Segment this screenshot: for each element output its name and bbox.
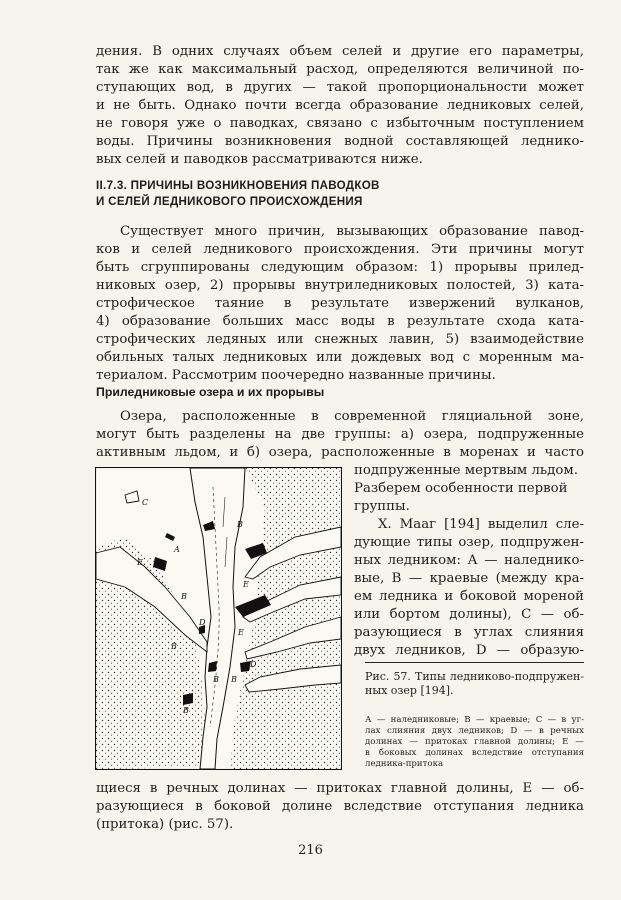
- section-heading: [96, 178, 584, 210]
- figure-label-e: E: [238, 628, 244, 637]
- text-line: активным льдом, и б) озера, расположенные в моренах и часто: [96, 445, 584, 460]
- heading-line: II.7.3. ПРИЧИНЫ ВОЗНИКНОВЕНИЯ ПАВОДКОВ: [96, 179, 380, 192]
- text-line: ем ледника и боковой мореной: [354, 589, 584, 604]
- figure-legend: [365, 715, 584, 770]
- top-paragraph: [96, 43, 584, 169]
- text-line: строфических ледяных или снежных лавин, 5) взаимодействие: [96, 332, 584, 347]
- legend-line: ледника-притока: [365, 759, 444, 769]
- text-line: Озера, расположенные в современной гляциальной зоне,: [120, 409, 584, 424]
- figure-label-a: A: [174, 545, 180, 554]
- text-line: дения. В одних случаях объем селей и другие его параметры,: [96, 44, 584, 59]
- text-line: разующиеся в углах слияния: [354, 625, 584, 640]
- figure-label-b: B: [171, 642, 177, 651]
- text-line: могут быть разделены на две группы: а) озера, подпруженные: [96, 427, 584, 442]
- text-line: Разберем особенности первой: [354, 481, 568, 496]
- figure-label-e: E: [137, 558, 143, 567]
- page-number: 216: [298, 843, 323, 858]
- text-line: или бортом долины), С — об-: [354, 607, 584, 622]
- text-line: разующиеся в боковой долине вследствие отступания ледника: [96, 799, 584, 814]
- text-line: ных ледником: А — наледнико-: [354, 553, 584, 568]
- text-line: вые, В — краевые (между кра-: [354, 571, 584, 586]
- text-line: ступающих вод, в других — такой пропорциональности может: [96, 80, 584, 95]
- bottom-paragraph: [96, 780, 584, 834]
- figure-label-b: B: [181, 592, 187, 601]
- text-line: воды. Причины возникновения водной составляющей леднико-: [96, 134, 584, 149]
- glacier-lakes-figure: [95, 467, 342, 770]
- text-line: ков и селей ледникового происхождения. Эти причины могут: [96, 242, 584, 257]
- figure-caption: [365, 670, 584, 698]
- text-line: (притока) (рис. 57).: [96, 817, 234, 832]
- caption-line: Рис. 57. Типы ледниково-подпружен-: [365, 670, 584, 683]
- text-line: так же как максимальный расход, определяются величиной по-: [96, 62, 584, 77]
- text-line: обильных талых ледниковых или дождевых вод с моренным ма-: [96, 350, 584, 365]
- figure-label-b: B: [237, 520, 243, 529]
- figure-label-b: B: [231, 675, 237, 684]
- text-line: териалом. Рассмотрим поочередно названные причины.: [96, 368, 496, 383]
- text-line: 4) образование больших масс воды в результате схода ката-: [96, 314, 584, 329]
- text-line: двух ледников, D — образую-: [354, 643, 584, 658]
- figure-label-e: E: [243, 580, 249, 589]
- text-line: Существует много причин, вызывающих образование павод-: [120, 224, 584, 239]
- caption-line: ных озер [194].: [365, 684, 454, 697]
- figure-label-b: B: [213, 675, 219, 684]
- text-line: щиеся в речных долинах — притоках главной долины, Е — об-: [96, 781, 584, 796]
- figure-label-d: D: [199, 618, 206, 627]
- side-text: [354, 462, 584, 660]
- lake-paragraph: [96, 408, 584, 462]
- text-line: Х. Мааг [194] выделил сле-: [378, 517, 584, 532]
- legend-line: долинах — притоках главной долины; Е —: [365, 737, 584, 747]
- heading-line: И СЕЛЕЙ ЛЕДНИКОВОГО ПРОИСХОЖДЕНИЯ: [96, 195, 363, 208]
- text-line: не говоря уже о паводках, связано с избыточным поступлением: [96, 116, 584, 131]
- text-line: быть сгруппированы следующим образом: 1) прорывы прилед-: [96, 260, 584, 275]
- text-line: подпруженные мертвым льдом.: [354, 463, 578, 478]
- legend-line: А — наледниковые; В — краевые; С — в уг-: [365, 715, 584, 725]
- figure-label-d: D: [250, 660, 257, 669]
- legend-line: в боковых долинах вследствие отступания: [365, 748, 584, 758]
- lake-B-low: [183, 693, 193, 705]
- text-line: и не быть. Однако почти всегда образование ледниковых селей,: [96, 98, 584, 113]
- subsection-heading: Приледниковые озера и их прорывы: [96, 385, 325, 399]
- figure-label-b: B: [183, 706, 189, 715]
- text-line: никовых озер, 2) прорывы внутриледниковых полостей, 3) ката-: [96, 278, 584, 293]
- text-line: группы.: [354, 499, 410, 514]
- text-line: вых селей и паводков рассматриваются ниже.: [96, 152, 423, 167]
- caption-rule: [365, 662, 584, 663]
- figure-label-c: C: [142, 498, 149, 507]
- section-paragraph: [96, 223, 584, 385]
- legend-line: лах слияния двух ледников; D — в речных: [365, 726, 584, 736]
- text-line: строфическое таяние в результате извержений вулканов,: [96, 296, 584, 311]
- text-line: дующие типы озер, подпружен-: [354, 535, 584, 550]
